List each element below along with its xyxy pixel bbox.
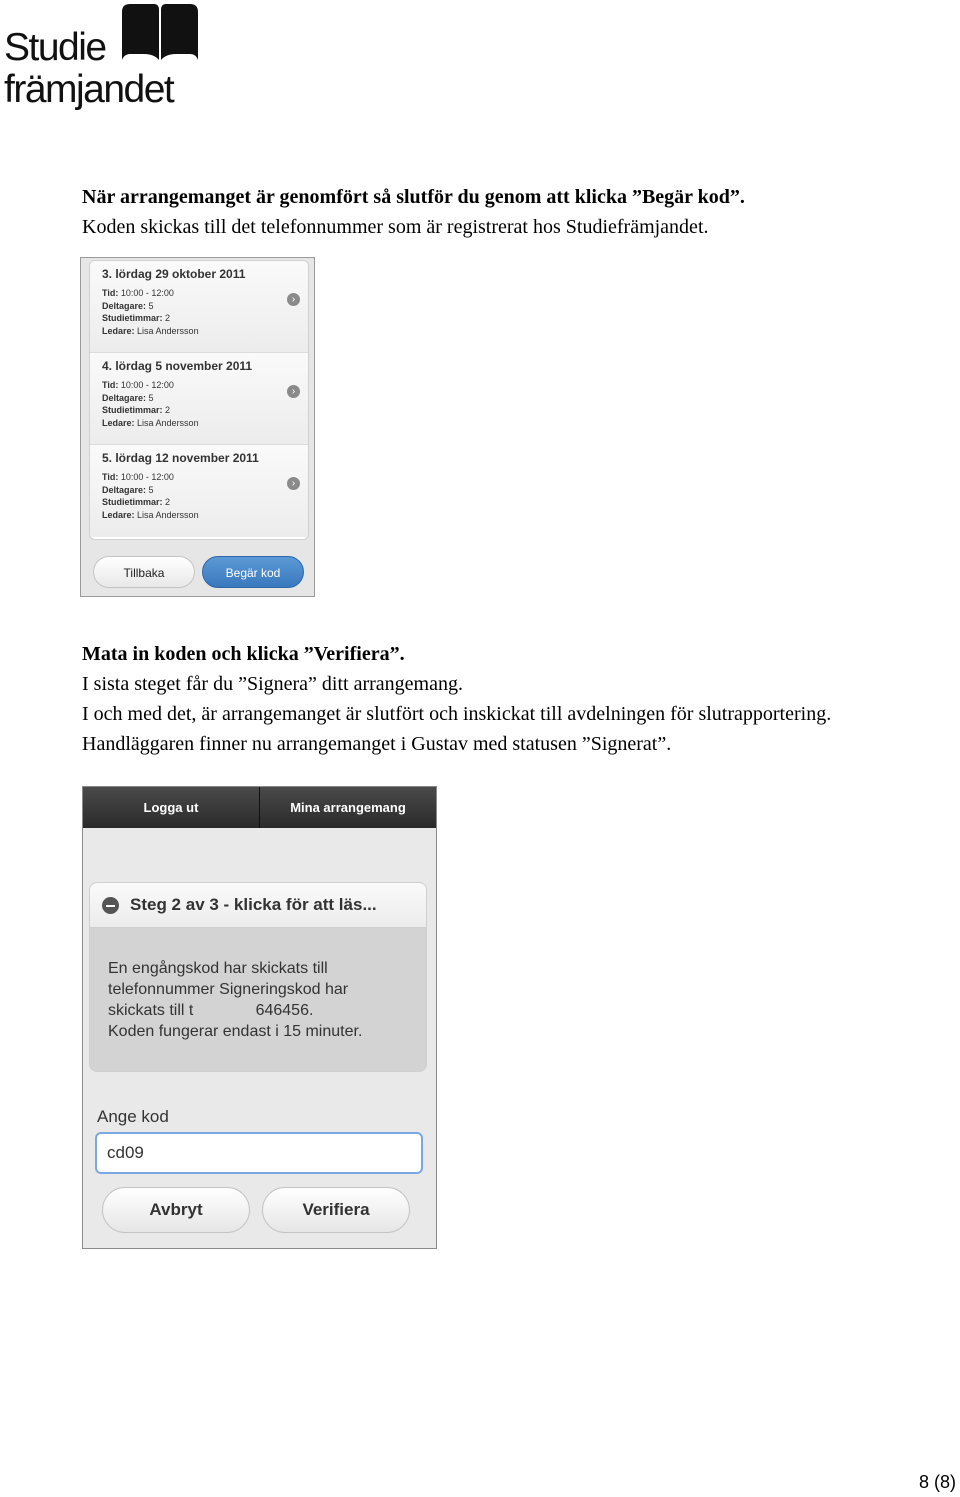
step2-instruction: Mata in koden och klicka ”Verifiera”.: [82, 643, 405, 665]
body-line: skickats till t 646456.: [108, 1002, 314, 1019]
ledare-value: Lisa Andersson: [137, 509, 199, 520]
studietimmar-value: 2: [165, 405, 171, 415]
screenshot-event-list: [80, 257, 315, 597]
list-item[interactable]: [90, 261, 308, 353]
event-leader: [102, 325, 296, 338]
body-line: Koden fungerar endast i 15 minuter.: [108, 1023, 363, 1040]
nav-bar: [83, 787, 436, 828]
back-button[interactable]: Tillbaka: [93, 556, 195, 588]
logo-word-studie: Studie: [4, 26, 106, 69]
deltagare-label: Deltagare:: [102, 484, 147, 495]
studietimmar-label: Studietimmar:: [102, 313, 163, 323]
list-item[interactable]: [90, 445, 308, 537]
collapsible-header[interactable]: [90, 883, 426, 928]
studietimmar-label: Studietimmar:: [102, 497, 163, 507]
list-item[interactable]: [90, 353, 308, 445]
event-study-hours: [102, 312, 296, 325]
event-time: [102, 287, 296, 300]
cancel-button[interactable]: Avbryt: [102, 1187, 250, 1233]
ledare-label: Ledare:: [102, 325, 135, 336]
intro-instruction: När arrangemanget är genomfört så slutför du genom att klicka ”Begär kod”.: [82, 186, 745, 208]
ledare-label: Ledare:: [102, 509, 135, 520]
ledare-value: Lisa Andersson: [137, 325, 199, 336]
event-time: [102, 379, 296, 392]
chevron-right-icon[interactable]: ›: [287, 385, 300, 398]
event-title: 5. lördag 12 november 2011: [102, 451, 259, 465]
tid-label: Tid:: [102, 472, 119, 482]
tid-value: 10:00 - 12:00: [120, 288, 174, 298]
tid-value: 10:00 - 12:00: [120, 472, 174, 482]
tid-value: 10:00 - 12:00: [120, 380, 174, 390]
step2-paragraph: [82, 639, 831, 759]
my-events-tab[interactable]: Mina arrangemang: [290, 800, 406, 815]
step2-line-2: I och med det, är arrangemanget är slutfört och inskickat till avdelningen för slutrapportering.: [82, 703, 832, 725]
body-line: En engångskod har skickats till: [108, 960, 328, 977]
step2-line-3: Handläggaren finner nu arrangemanget i Gustav med statusen ”Signerat”.: [82, 733, 672, 755]
deltagare-value: 5: [148, 392, 154, 403]
intro-paragraph: [82, 182, 745, 242]
verify-button[interactable]: Verifiera: [262, 1187, 410, 1233]
step-collapsible: [89, 882, 427, 1072]
screenshot-verify-code: [82, 786, 437, 1249]
collapsible-body: [90, 928, 426, 1042]
event-leader: [102, 509, 296, 522]
collapsible-title: Steg 2 av 3 - klicka för att läs...: [130, 895, 377, 914]
chevron-right-icon[interactable]: ›: [287, 293, 300, 306]
chevron-right-icon[interactable]: ›: [287, 477, 300, 490]
deltagare-label: Deltagare:: [102, 392, 147, 403]
event-study-hours: [102, 404, 296, 417]
event-study-hours: [102, 496, 296, 509]
code-input[interactable]: cd09: [95, 1132, 423, 1174]
studietimmar-label: Studietimmar:: [102, 405, 163, 415]
deltagare-value: 5: [148, 484, 154, 495]
event-participants: [102, 300, 296, 313]
collapse-minus-icon[interactable]: [102, 897, 119, 914]
book-icon: [118, 2, 202, 62]
body-line: telefonnummer Signeringskod har: [108, 981, 349, 998]
code-label: Ange kod: [97, 1107, 169, 1126]
event-title: 4. lördag 5 november 2011: [102, 359, 253, 373]
studietimmar-value: 2: [165, 497, 171, 507]
event-time: [102, 471, 296, 484]
step2-line-1: I sista steget får du ”Signera” ditt arrangemang.: [82, 673, 463, 695]
event-participants: [102, 392, 296, 405]
tid-label: Tid:: [102, 380, 119, 390]
event-title: 3. lördag 29 oktober 2011: [102, 267, 246, 281]
event-leader: [102, 417, 296, 430]
request-code-button[interactable]: Begär kod: [202, 556, 304, 588]
page-number: 8 (8): [918, 1472, 956, 1492]
deltagare-label: Deltagare:: [102, 300, 147, 311]
studietimmar-value: 2: [165, 313, 171, 323]
tid-label: Tid:: [102, 288, 119, 298]
ledare-label: Ledare:: [102, 417, 135, 428]
event-list: [89, 260, 309, 540]
logout-tab[interactable]: Logga ut: [83, 787, 260, 828]
logo-word-framjandet: främjandet: [4, 68, 174, 111]
ledare-value: Lisa Andersson: [137, 417, 199, 428]
studiefrämjandet-logo: [2, 2, 202, 120]
deltagare-value: 5: [148, 300, 154, 311]
event-participants: [102, 484, 296, 497]
intro-note: Koden skickas till det telefonnummer som är registrerat hos Studiefrämjandet.: [82, 216, 709, 238]
